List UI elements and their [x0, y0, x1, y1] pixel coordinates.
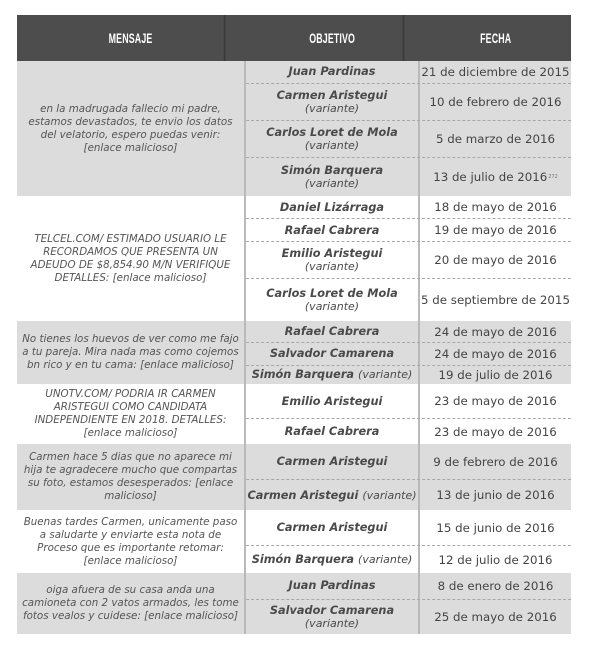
date-cell [420, 196, 571, 218]
table-row [246, 83, 571, 120]
target-name: Rafael Cabrera [284, 425, 380, 439]
variant-label: (variante) [304, 101, 360, 115]
date-text: 19 de mayo de 2016 [434, 223, 557, 238]
target-name: Salvador Camarena [269, 347, 395, 361]
date-text: 5 de marzo de 2016 [436, 131, 555, 146]
message-text: Carmen hace 5 dias que no aparece mi hija te agradecere mucho que compartas su foto, estamos desesperados: [enlace malicioso] [17, 444, 246, 510]
table-row [246, 241, 571, 278]
target-rows [246, 573, 571, 634]
target-name: Emilio Aristegui [281, 246, 383, 260]
header-mensaje: MENSAJE [38, 15, 226, 61]
variant-label: (variante) [362, 488, 417, 502]
target-rows [246, 384, 571, 444]
table-header [17, 15, 571, 61]
message-group [17, 321, 571, 384]
date-cell [420, 480, 571, 510]
date-cell [420, 546, 571, 573]
table-row [246, 545, 571, 573]
variant-label: (variante) [358, 553, 413, 567]
target-cell [246, 343, 420, 364]
date-cell [420, 510, 571, 545]
date-text: 20 de mayo de 2016 [434, 252, 557, 267]
date-cell [420, 279, 571, 321]
message-group [17, 384, 571, 444]
date-cell [420, 600, 571, 634]
target-cell [246, 444, 420, 479]
variant-label: (variante) [358, 368, 413, 382]
target-cell [246, 480, 420, 510]
date-text: 12 de julio de 2016 [438, 552, 553, 567]
date-text: 23 de mayo de 2016 [434, 424, 557, 439]
target-name: Carmen Aristegui [276, 455, 388, 469]
target-cell [246, 196, 420, 218]
target-cell [246, 546, 420, 573]
target-name: Juan Pardinas [288, 65, 376, 79]
target-rows [246, 510, 571, 573]
target-cell [246, 158, 420, 196]
variant-label: (variante) [304, 138, 360, 152]
table-row [246, 218, 571, 240]
date-text: 24 de mayo de 2016 [434, 346, 557, 361]
target-cell [246, 366, 420, 384]
message-text: TELCEL.COM/ ESTIMADO USUARIO LE RECORDAMOS QUE PRESENTA UN ADEUDO DE $8,854.90 M/N VERIFIQUE DETALLES: [enlace malicioso] [17, 196, 246, 321]
date-cell [420, 61, 571, 83]
table-row [246, 321, 571, 342]
date-text: 10 de febrero de 2016 [429, 94, 562, 109]
table-row [246, 599, 571, 634]
date-text: 23 de mayo de 2016 [434, 394, 557, 409]
table-row [246, 384, 571, 418]
table-row [246, 365, 571, 384]
date-cell [420, 366, 571, 384]
date-cell [420, 384, 571, 418]
table-row [246, 342, 571, 364]
target-rows [246, 196, 571, 321]
target-name: Carmen Aristegui [276, 88, 388, 102]
date-text: 19 de julio de 2016 [438, 367, 553, 382]
table-row [246, 573, 571, 599]
date-text: 13 de junio de 2016 [436, 488, 555, 503]
target-name: Carmen Aristegui [247, 488, 359, 502]
date-cell [420, 321, 571, 342]
date-cell [420, 573, 571, 599]
table-row [246, 278, 571, 321]
date-cell [420, 419, 571, 444]
table-body [17, 61, 571, 634]
target-cell [246, 61, 420, 83]
variant-label: (variante) [304, 176, 360, 190]
date-cell [420, 343, 571, 364]
date-text: 18 de mayo de 2016 [434, 200, 557, 215]
target-cell [246, 219, 420, 240]
date-cell [420, 84, 571, 120]
target-name: Emilio Aristegui [281, 394, 383, 408]
target-name: Carmen Aristegui [276, 521, 388, 535]
variant-label: (variante) [304, 300, 360, 314]
target-rows [246, 321, 571, 384]
header-fecha: FECHA [479, 30, 512, 46]
message-text: UNOTV.COM/ PODRIA IR CARMEN ARISTEGUI COMO CANDIDATA INDEPENDIENTE EN 2018. DETALLES: [enlace malicioso] [17, 384, 246, 444]
date-text: 8 de enero de 2016 [437, 578, 554, 593]
variant-label: (variante) [304, 259, 360, 273]
table-row [246, 479, 571, 510]
target-rows [246, 444, 571, 510]
message-group [17, 444, 571, 510]
target-cell [246, 321, 420, 342]
message-group [17, 573, 571, 634]
date-cell [420, 444, 571, 479]
target-cell [246, 121, 420, 157]
target-cell [246, 84, 420, 120]
date-cell [420, 158, 571, 196]
date-cell [420, 121, 571, 157]
messages-table [17, 15, 571, 634]
message-group [17, 61, 571, 196]
message-text: oiga afuera de su casa anda una camioneta con 2 vatos armados, les tome fotos vealos y cuidese: [enlace malicioso] [17, 573, 246, 634]
header-objetivo: OBJETIVO [262, 15, 405, 61]
target-rows [246, 61, 571, 196]
target-name: Rafael Cabrera [284, 223, 380, 237]
target-name: Carlos Loret de Mola [266, 125, 398, 139]
message-text: No tienes los huevos de ver como me fajo a tu pareja. Mira nada mas como cojemos bn rico y en tu cama: [enlace malicioso] [17, 321, 246, 384]
target-cell [246, 419, 420, 444]
date-text: 13 de julio de 2016 [433, 169, 548, 184]
target-name: Daniel Lizárraga [279, 200, 385, 214]
target-cell [246, 573, 420, 599]
date-text: 15 de junio de 2016 [436, 520, 555, 535]
target-cell [246, 510, 420, 545]
date-text: 21 de diciembre de 2015 [421, 64, 570, 79]
target-name: Simón Barquera [251, 553, 355, 567]
footnote-ref: 272 [548, 173, 558, 180]
date-text: 25 de mayo de 2016 [434, 609, 557, 624]
message-text: Buenas tardes Carmen, unicamente paso a saludarte y enviarte esta nota de Proceso que es importante retomar: [enlace malicioso] [17, 510, 246, 573]
table-row [246, 418, 571, 444]
message-text: en la madrugada fallecio mi padre, estamos devastados, te envio los datos del velatorio, espero puedas venir: [enlace malicioso] [17, 61, 246, 196]
target-cell [246, 384, 420, 418]
table-row [246, 196, 571, 218]
date-text: 9 de febrero de 2016 [433, 454, 558, 469]
date-text: 24 de mayo de 2016 [434, 324, 557, 339]
target-name: Simón Barquera [251, 368, 355, 382]
target-name: Rafael Cabrera [284, 325, 380, 339]
target-cell [246, 279, 420, 321]
date-cell [420, 242, 571, 278]
table-row [246, 61, 571, 83]
target-name: Salvador Camarena [269, 603, 395, 617]
target-name: Carlos Loret de Mola [266, 287, 398, 301]
table-row [246, 157, 571, 196]
message-group [17, 196, 571, 321]
message-group [17, 510, 571, 573]
variant-label: (variante) [304, 616, 360, 630]
table-row [246, 444, 571, 479]
table-row [246, 510, 571, 545]
target-cell [246, 600, 420, 634]
date-cell [420, 219, 571, 240]
target-name: Simón Barquera [280, 163, 384, 177]
target-name: Juan Pardinas [288, 579, 376, 593]
table-row [246, 120, 571, 157]
date-text: 5 de septiembre de 2015 [421, 293, 570, 308]
target-cell [246, 242, 420, 278]
